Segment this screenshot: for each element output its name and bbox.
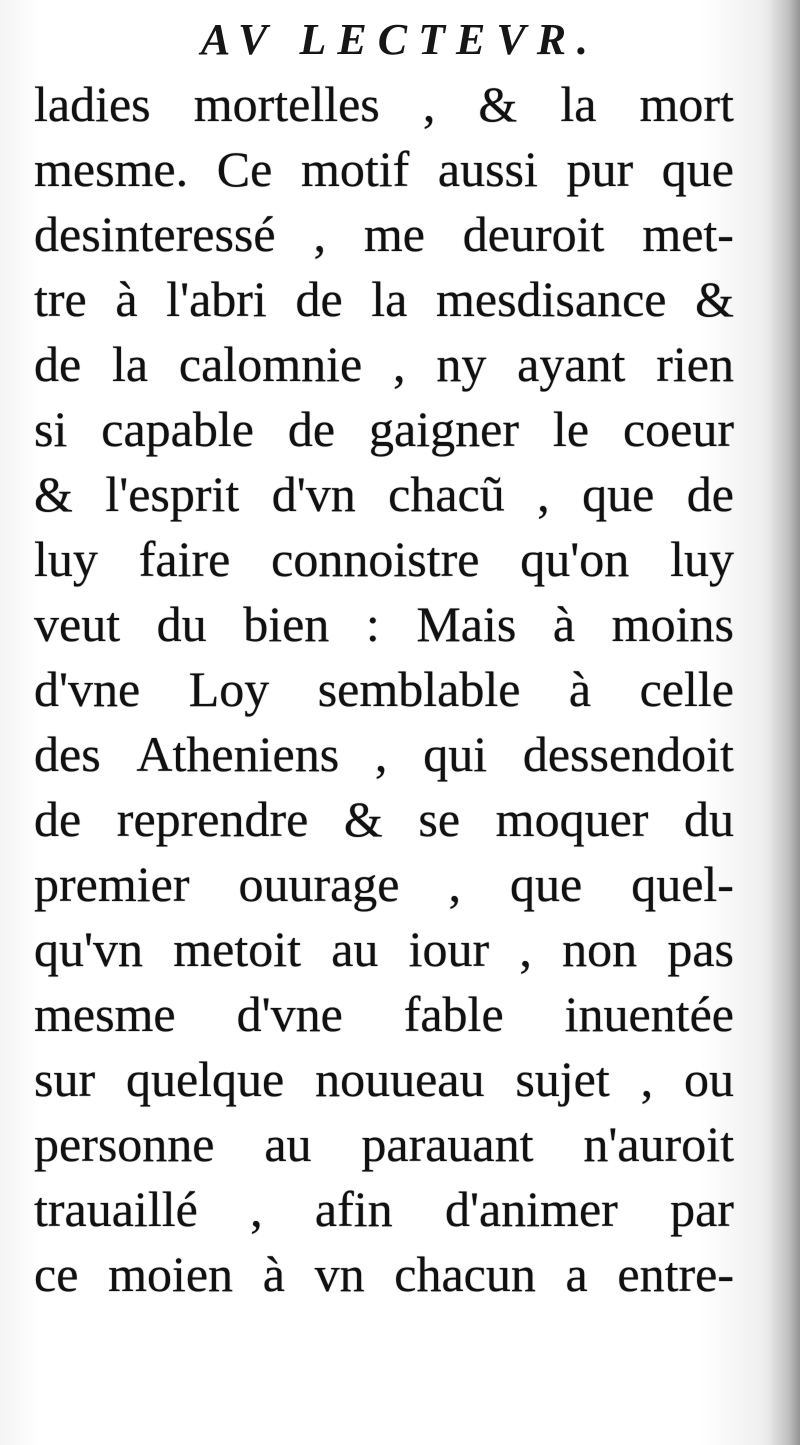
word: non: [562, 921, 638, 977]
word: ,: [448, 856, 462, 912]
text-line: [34, 787, 734, 852]
word: Atheniens: [136, 726, 340, 782]
text-line: [34, 462, 734, 527]
word: d'animer: [444, 1181, 618, 1237]
word: du: [156, 596, 207, 652]
word: moins: [611, 596, 734, 652]
word: luy: [34, 531, 98, 587]
word: moquer: [495, 791, 649, 847]
word: de: [295, 271, 343, 327]
word: &: [478, 76, 518, 132]
word: sur: [34, 1051, 96, 1107]
word: quel-: [631, 856, 734, 912]
body-text: [34, 72, 734, 1307]
word: calomnie: [178, 336, 363, 392]
word: vn: [314, 1246, 365, 1302]
word: chacun: [394, 1246, 536, 1302]
word: gaigner: [369, 401, 519, 457]
word: moien: [108, 1246, 234, 1302]
word: coeur: [622, 401, 734, 457]
word: des: [34, 726, 101, 782]
word: qu'vn: [34, 921, 144, 977]
word: de: [287, 401, 336, 457]
word: à: [568, 661, 592, 717]
word: personne: [34, 1116, 215, 1172]
text-line: [34, 1177, 734, 1242]
word: aussi: [437, 141, 538, 197]
word: fable: [403, 986, 504, 1042]
word: d'vne: [34, 661, 141, 717]
word: me: [363, 206, 425, 262]
word: de: [34, 791, 82, 847]
word: que: [510, 856, 583, 912]
word: ouurage: [238, 856, 400, 912]
text-line: [34, 852, 734, 917]
word: l'esprit: [105, 466, 240, 522]
word: motif: [300, 141, 410, 197]
word: metoit: [173, 921, 301, 977]
word: mortelles: [193, 76, 380, 132]
text-line: [34, 917, 734, 982]
word: la: [560, 76, 597, 132]
word: mort: [639, 76, 734, 132]
word: d'vne: [236, 986, 343, 1042]
word: pur: [566, 141, 634, 197]
word: inuentée: [564, 986, 734, 1042]
word: luy: [670, 531, 734, 587]
word: que: [661, 141, 734, 197]
text-line: [34, 137, 734, 202]
word: qui: [423, 726, 488, 782]
word: qu'on: [520, 531, 630, 587]
word: l'abri: [166, 271, 267, 327]
word: Loy: [188, 661, 270, 717]
text-line: [34, 202, 734, 267]
word: ce: [34, 1246, 79, 1302]
word: ,: [250, 1181, 263, 1237]
word: reprendre: [116, 791, 309, 847]
word: a: [565, 1246, 588, 1302]
word: la: [371, 271, 408, 327]
running-head: AV LECTEVR.: [200, 15, 600, 64]
text-line: [34, 1242, 734, 1307]
word: sujet: [515, 1051, 610, 1107]
word: du: [684, 791, 734, 847]
word: ladies: [34, 76, 151, 132]
word: trauaillé: [34, 1181, 198, 1237]
word: semblable: [317, 661, 521, 717]
word: ayant: [517, 336, 626, 392]
word: parauant: [361, 1116, 534, 1172]
word: deuroit: [462, 206, 605, 262]
word: bien: [243, 596, 330, 652]
word: ,: [640, 1051, 654, 1107]
word: mesme: [34, 986, 176, 1042]
text-line: [34, 1112, 734, 1177]
word: à: [115, 271, 138, 327]
word: que: [582, 466, 655, 522]
text-line: [34, 982, 734, 1047]
word: si: [34, 401, 68, 457]
word: le: [552, 401, 590, 457]
word: de: [686, 466, 734, 522]
word: veut: [34, 596, 121, 652]
word: nouueau: [315, 1051, 485, 1107]
text-line: [34, 1047, 734, 1112]
text-line: [34, 592, 734, 657]
word: à: [552, 596, 576, 652]
word: rien: [656, 336, 734, 392]
text-line: [34, 527, 734, 592]
word: premier: [34, 856, 190, 912]
word: de: [34, 336, 82, 392]
word: ,: [537, 466, 550, 522]
word: connoistre: [271, 531, 480, 587]
text-line: [34, 722, 734, 787]
word: ,: [374, 726, 388, 782]
word: au: [264, 1116, 312, 1172]
word: &: [695, 271, 734, 327]
word: à: [262, 1246, 285, 1302]
word: entre-: [617, 1246, 734, 1302]
word: dessendoit: [522, 726, 734, 782]
word: afin: [314, 1181, 393, 1237]
word: au: [331, 921, 379, 977]
word: faire: [138, 531, 231, 587]
word: quelque: [125, 1051, 285, 1107]
word: ny: [436, 336, 487, 392]
word: tre: [34, 271, 87, 327]
word: :: [365, 596, 380, 652]
word: capable: [101, 401, 254, 457]
word: n'auroit: [583, 1116, 734, 1172]
word: desinteressé: [34, 206, 276, 262]
word: se: [418, 791, 461, 847]
text-line: [34, 72, 734, 137]
word: Ce: [216, 141, 273, 197]
text-line: [34, 397, 734, 462]
word: chacũ: [388, 466, 505, 522]
word: ou: [683, 1051, 734, 1107]
word: Mais: [416, 596, 517, 652]
page-edge-shadow: [768, 0, 800, 1445]
word: &: [343, 791, 383, 847]
word: mesme.: [34, 141, 189, 197]
word: par: [670, 1181, 734, 1237]
word: celle: [639, 661, 734, 717]
word: ,: [519, 921, 532, 977]
word: d'vn: [271, 466, 356, 522]
word: la: [112, 336, 149, 392]
text-line: [34, 267, 734, 332]
word: iour: [408, 921, 490, 977]
text-line: [34, 332, 734, 397]
word: ,: [422, 76, 436, 132]
word: ,: [393, 336, 406, 392]
word: met-: [642, 206, 734, 262]
text-line: [34, 657, 734, 722]
word: ,: [313, 206, 326, 262]
word: &: [34, 466, 73, 522]
word: mesdisance: [436, 271, 667, 327]
word: pas: [667, 921, 734, 977]
